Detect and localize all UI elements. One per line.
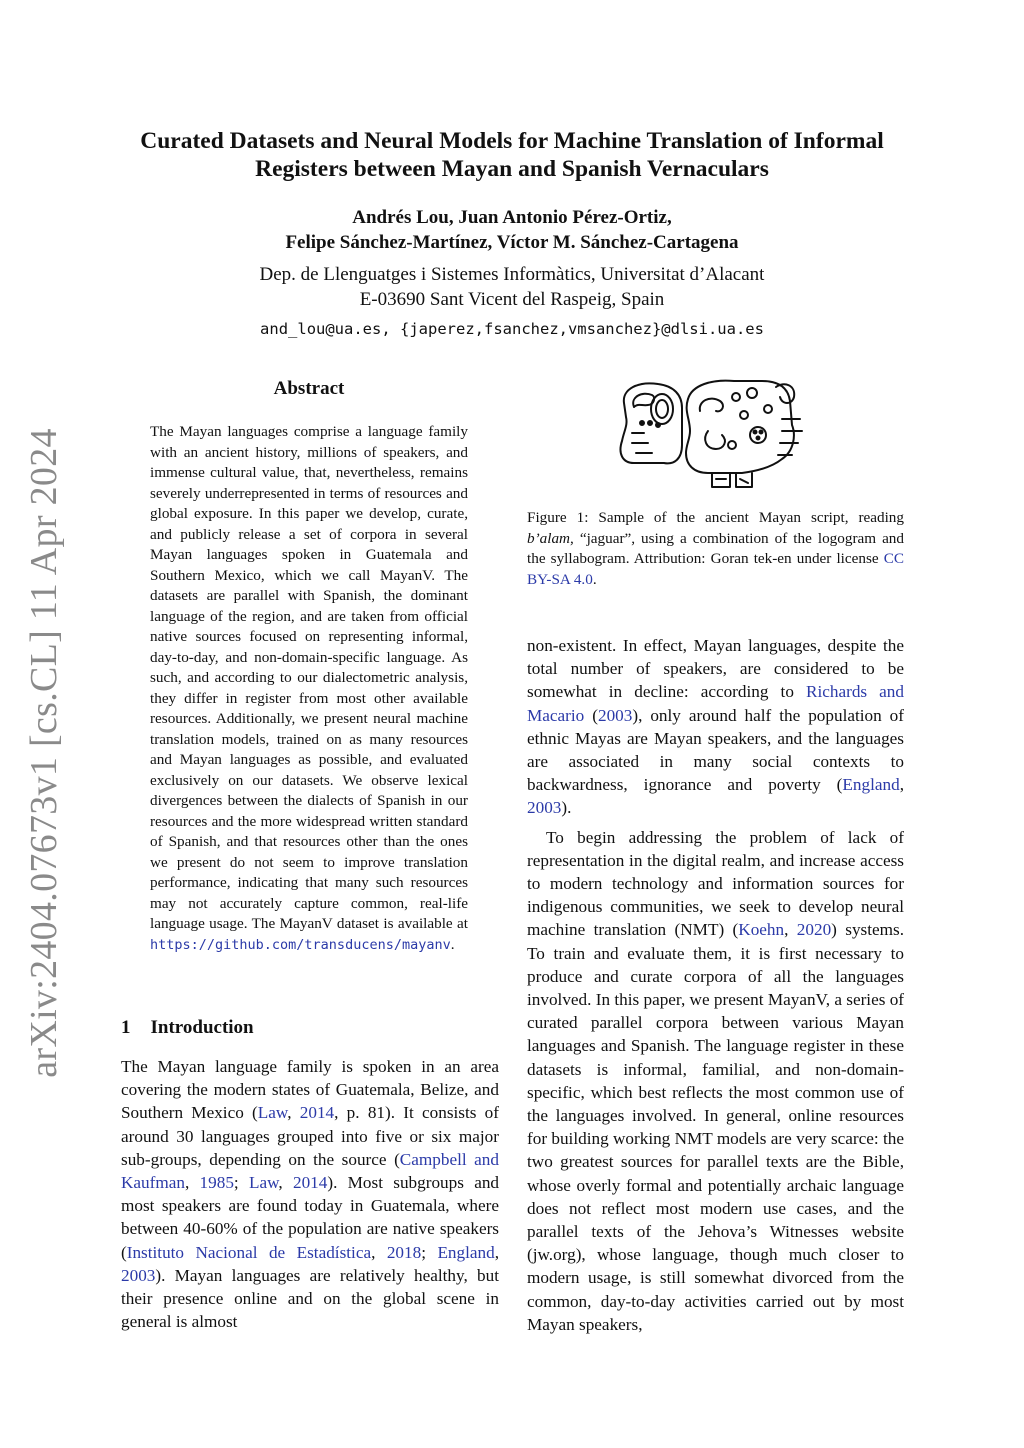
text: , bbox=[278, 1173, 293, 1193]
text: , bbox=[371, 1242, 387, 1262]
glyph-spot bbox=[747, 388, 757, 398]
caption-word: b’alam bbox=[527, 529, 571, 547]
intro-paragraph-1 bbox=[121, 1055, 499, 1333]
affiliation bbox=[110, 262, 914, 312]
citation-law-year[interactable]: 2014 bbox=[299, 1103, 335, 1123]
text: , bbox=[784, 920, 797, 940]
glyph-spot bbox=[764, 405, 772, 413]
glyph-eye-inner bbox=[656, 400, 668, 418]
title-line-1: Curated Datasets and Neural Models for Machine Translation of Informal bbox=[140, 128, 884, 154]
citation-england[interactable]: England bbox=[437, 1242, 495, 1262]
text: ), only around half the population of ethnic Mayas are Mayan speakers, and the languages are associated in many social contexts to backwardness, ignorance and poverty ( bbox=[527, 705, 904, 795]
abstract-dataset-link[interactable]: https://github.com/transducens/mayanv bbox=[150, 936, 451, 953]
text: ). Most subgroups and most speakers are found today in Guatemala, where between 40-60% of the population are native speakers ( bbox=[121, 1173, 500, 1262]
citation-law-2-year[interactable]: 2014 bbox=[292, 1173, 328, 1193]
glyph-eye bbox=[651, 394, 673, 424]
text: , p. 81). It consists of around 30 languages grouped into five or six major sub-groups, depending on the source ( bbox=[121, 1103, 499, 1169]
abstract-body: The Mayan languages comprise a language family with an ancient history, millions of speakers, and immense cultural value, that, nevertheless, remains severely underrepresented in terms of resources and global exposure. In this paper we develop, curate, and publicly release a set of corpora in several Mayan languages spoken in Guatemala and Southern Mexico, which we call MayanV. The datasets are parallel with Spanish, the dominant language of the region, and are taken from official native sources focused on representing informal, day-to-day, and non-domain-specific language. As such, and according to our dialectometric analysis, they differ in register from most other available resources. Additionally, we present neural machine translation models, trained on as many resources and Mayan languages as possible, and evaluated exclusively on our datasets. We observe lexical divergences between the dialects of Spanish in our resources and the more widespread written standard of Spanish, and that resources other than the ones we present do not seem to improve translation performance, indicating that many such resources may not accurately capture common, real-life language usage. The MayanV dataset is available at bbox=[150, 423, 468, 932]
arxiv-identifier: arXiv:2404.07673v1 [cs.CL] 11 Apr 2024 bbox=[23, 428, 65, 1078]
citation-koehn[interactable]: Koehn bbox=[738, 920, 785, 940]
citation-law[interactable]: Law bbox=[257, 1103, 288, 1123]
citation-campbell[interactable]: Campbell and Kaufman bbox=[121, 1149, 499, 1193]
citation-ine-year[interactable]: 2018 bbox=[386, 1242, 422, 1262]
authors-line-2: Felipe Sánchez-Martínez, Víctor M. Sánchez-Cartagena bbox=[285, 232, 739, 253]
glyph-spot-dot bbox=[754, 431, 757, 434]
citation-law-2[interactable]: Law bbox=[248, 1173, 279, 1193]
text: ; bbox=[421, 1242, 438, 1262]
text: , bbox=[287, 1103, 300, 1123]
figure-caption bbox=[527, 508, 904, 590]
license-link[interactable]: CC BY-SA 4.0 bbox=[527, 550, 904, 588]
glyph-spot bbox=[750, 427, 766, 443]
text: To begin addressing the problem of lack of representation in the digital realm, and increase access to modern technology and information sources for indigenous communities, we seek to develop neural machine translation (NMT) ( bbox=[527, 827, 904, 940]
abstract-text bbox=[150, 422, 468, 955]
authors bbox=[110, 205, 914, 255]
text: . bbox=[592, 570, 597, 588]
arxiv-sidebar bbox=[0, 0, 80, 1448]
intro-paragraph-1-cont bbox=[527, 634, 904, 820]
glyph-ear bbox=[776, 384, 794, 403]
glyph-dot bbox=[656, 423, 660, 427]
text: , bbox=[494, 1242, 500, 1262]
right-column bbox=[527, 634, 904, 1336]
glyph-body-curl bbox=[705, 431, 725, 449]
text: The Mayan language family is spoken in an area covering the modern states of Guatemala, Belize, and Southern Mexico ( bbox=[121, 1057, 499, 1123]
intro-paragraph-2 bbox=[527, 826, 904, 1336]
text: , bbox=[899, 775, 904, 795]
citation-ine[interactable]: Instituto Nacional de Estadística bbox=[126, 1242, 372, 1262]
affiliation-line-2: E-03690 Sant Vicent del Raspeig, Spain bbox=[359, 289, 665, 310]
glyph-body-scroll bbox=[700, 399, 723, 412]
paper-title bbox=[110, 127, 914, 183]
text: non-existent. In effect, Mayan languages, despite the total number of speakers, are considered to be somewhat in decline: according to bbox=[527, 636, 904, 702]
citation-richards-year[interactable]: 2003 bbox=[597, 705, 633, 725]
glyph-spot bbox=[740, 411, 748, 419]
citation-england-2-year[interactable]: 2003 bbox=[527, 798, 562, 818]
text: , bbox=[184, 1173, 200, 1193]
section-title: Introduction bbox=[150, 1017, 254, 1038]
authors-line-1: Andrés Lou, Juan Antonio Pérez-Ortiz, bbox=[352, 207, 672, 228]
citation-england-year[interactable]: 2003 bbox=[121, 1265, 156, 1285]
citation-koehn-year[interactable]: 2020 bbox=[796, 920, 832, 940]
text: ; bbox=[233, 1173, 249, 1193]
glyph-spot bbox=[732, 393, 740, 401]
abstract-end: . bbox=[450, 935, 455, 953]
text: , “jaguar”, using a combination of the logogram and the syllabogram. Attribution: Goran tek-en under license bbox=[527, 529, 904, 567]
glyph-foot-marks bbox=[716, 479, 748, 483]
citation-richards[interactable]: Richards and Macario bbox=[527, 682, 904, 725]
author-emails: and_lou@ua.es, {japerez,fsanchez,vmsanchez}@dlsi.ua.es bbox=[260, 320, 764, 338]
glyph-spot bbox=[728, 441, 736, 449]
text: Figure 1: Sample of the ancient Mayan script, reading bbox=[527, 509, 904, 526]
section-number: 1 bbox=[121, 1017, 131, 1038]
glyph-spot-dot bbox=[757, 437, 760, 440]
text: ( bbox=[584, 705, 598, 725]
glyph-face-lines bbox=[632, 433, 652, 453]
text: ). Mayan languages are relatively healthy, but their presence online and on the global scene in general is almost bbox=[121, 1265, 499, 1332]
glyph-spot-dot bbox=[760, 431, 763, 434]
section-heading-introduction bbox=[121, 1017, 254, 1039]
title-line-2: Registers between Mayan and Spanish Vernaculars bbox=[255, 156, 769, 182]
glyph-dot bbox=[640, 421, 644, 425]
citation-campbell-year[interactable]: 1985 bbox=[199, 1173, 234, 1193]
text: ) systems. To train and evaluate them, it is first necessary to produce and curate corpora of all the languages involved. In this paper, we present MayanV, a series of curated parallel corpora between various Mayan languages and Spanish. The language register in these datasets is informal, familial, and non-domain-specific, which best reflects the most common use of the languages involved. In general, online resources for building working NMT models are very scarce: the two greatest sources for parallel texts are the Bible, whose overly formal and potentially archaic language does not reflect most modern use cases, and the parallel texts of the Jehova’s Witnesses website (jw.org), whose language, though much closer to modern usage, is still somewhat divorced from the common, day-to-day activities carried out by most Mayan speakers, bbox=[527, 920, 905, 1334]
glyph-dot bbox=[648, 421, 652, 425]
text: ). bbox=[561, 798, 572, 818]
abstract-heading: Abstract bbox=[273, 378, 345, 399]
affiliation-line-1: Dep. de Llenguatges i Sistemes Informàtics, Universitat d’Alacant bbox=[259, 264, 765, 285]
mayan-glyph-figure bbox=[612, 375, 812, 490]
citation-england-2[interactable]: England bbox=[842, 775, 900, 795]
